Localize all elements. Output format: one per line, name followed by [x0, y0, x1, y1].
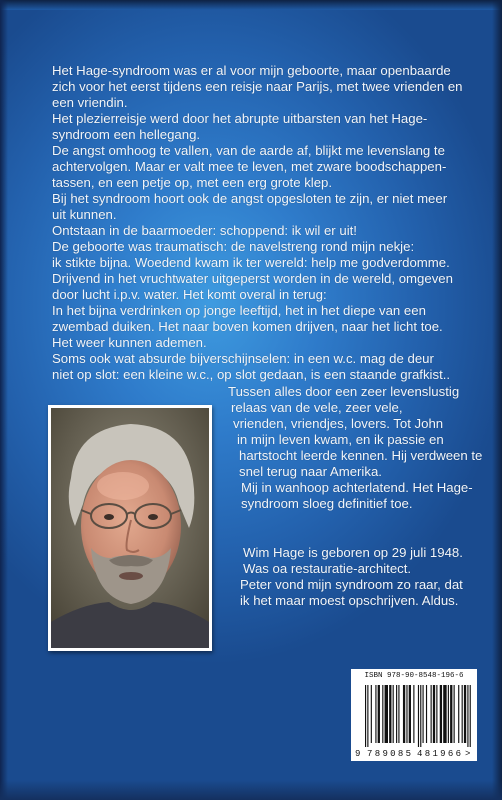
cover-edge-top — [0, 0, 502, 10]
barcode-bar — [367, 685, 368, 747]
barcode-bar — [420, 685, 421, 747]
blurb-line: Drijvend in het vruchtwater uitgeperst worden in de wereld, omgeven — [52, 271, 453, 286]
blurb-line: relaas van de vele, zeer vele, — [231, 400, 403, 415]
barcode-digits-right: 481966 — [417, 749, 461, 759]
barcode-bar — [431, 685, 432, 743]
isbn-barcode — [351, 669, 477, 761]
barcode-bar — [393, 685, 394, 743]
blurb-line: hartstocht leerde kennen. Hij verdween te — [239, 448, 483, 463]
blurb-line: Mij in wanhoop achterlatend. Het Hage- — [241, 480, 473, 495]
blurb-line: vrienden, vriendjes, lovers. Tot John — [233, 416, 444, 431]
barcode-bar — [467, 685, 468, 747]
blurb-line: zich voor het eerst tijdens een reisje naar Parijs, met twee vrienden en — [52, 79, 463, 94]
barcode-bar — [396, 685, 397, 743]
barcode-bar — [413, 685, 414, 743]
barcode-bar — [423, 685, 424, 743]
barcode-bar — [398, 685, 399, 743]
blurb-line: ik stikte bijna. Woedend kwam ik ter wereld: help me godverdomme. — [52, 255, 450, 270]
barcode-bar — [462, 685, 463, 743]
blurb-line: Soms ook wat absurde bijverschijnselen: in een w.c. mag de deur — [52, 351, 434, 366]
barcode-bar — [440, 685, 442, 743]
barcode-bar — [436, 685, 437, 743]
author-bio-line: Peter vond mijn syndroom zo raar, dat — [240, 577, 463, 592]
barcode-bar — [382, 685, 383, 743]
cover-edge-left — [0, 0, 8, 800]
barcode-bar — [375, 685, 376, 743]
blurb-continuation — [228, 384, 488, 512]
blurb-line: door lucht i.p.v. water. Het komt overal in terug: — [52, 287, 327, 302]
barcode-bar — [365, 685, 366, 747]
barcode-bar — [464, 685, 466, 743]
blurb-line: snel terug naar Amerika. — [239, 464, 382, 479]
barcode-bar — [443, 685, 446, 743]
blurb-text — [52, 63, 477, 383]
blurb-line: De angst omhoog te vallen, van de aarde af, blijkt me levenslang te — [52, 143, 445, 158]
blurb-line: in mijn leven kwam, en ik passie en — [237, 432, 444, 447]
author-bio — [240, 545, 490, 609]
blurb-line: De geboorte was traumatisch: de navelstreng rond mijn nekje: — [52, 239, 415, 254]
barcode-quiet-mark: > — [465, 749, 471, 759]
author-bio-line: Wim Hage is geboren op 29 juli 1948. — [243, 545, 463, 560]
blurb-line: achtervolgen. Maar er valt mee te leven, met zware boodschappen- — [52, 159, 447, 174]
blurb-line: syndroom sloeg definitief toe. — [241, 496, 413, 511]
blurb-line: Bij het syndroom hoort ook de angst opgesloten te zijn, er niet meer — [52, 191, 448, 206]
author-photo — [48, 405, 212, 651]
barcode-bar — [454, 685, 455, 743]
blurb-line: Het plezierreisje werd door het abrupte uitbarsten van het Hage- — [52, 111, 428, 126]
blurb-line: een vriendin. — [52, 95, 128, 110]
barcode-bar — [448, 685, 449, 743]
author-bio-line: Was oa restauratie-architect. — [243, 561, 412, 576]
barcode-bar — [426, 685, 427, 743]
barcode-bar — [378, 685, 380, 743]
blurb-line: tassen, en een petje op, met een erg grote klep. — [52, 175, 333, 190]
barcode-bar — [389, 685, 391, 743]
barcode-bar — [406, 685, 407, 743]
cover-edge-right — [492, 0, 502, 800]
blurb-line: niet op slot: een kleine w.c., op slot gedaan, is een staande grafkist.. — [52, 367, 451, 382]
barcode-bar — [470, 685, 471, 747]
blurb-line: Het weer kunnen ademen. — [52, 335, 207, 350]
barcode-bar — [403, 685, 405, 743]
barcode-bar — [409, 685, 411, 743]
blurb-line: uit kunnen. — [52, 207, 117, 222]
blurb-line: Ontstaan in de baarmoeder: schoppend: ik wil er uit! — [52, 223, 357, 238]
barcode-bar — [371, 685, 372, 743]
blurb-line: syndroom een hellegang. — [52, 127, 201, 142]
barcode-bar — [385, 685, 388, 743]
author-portrait-image — [51, 408, 209, 648]
isbn-label: ISBN 978-90-8548-196-6 — [364, 672, 464, 680]
blurb-line: zwembad duiken. Het naar boven komen drijven, naar het licht toe. — [52, 319, 443, 334]
barcode-bar — [458, 685, 459, 743]
blurb-line: In het bijna verdrinken op jonge leeftijd, het in het diepe van een — [52, 303, 426, 318]
blurb-line: Het Hage-syndroom was er al voor mijn geboorte, maar openbaarde — [52, 63, 451, 78]
barcode-bars — [353, 683, 475, 759]
barcode-bar — [450, 685, 452, 743]
barcode-bar — [418, 685, 419, 747]
author-bio-line: ik het maar moest opschrijven. Aldus. — [240, 593, 459, 608]
blurb-line: Tussen alles door een zeer levenslustig — [228, 384, 460, 399]
barcode-bar — [433, 685, 435, 743]
barcode-digits-left: 789085 — [367, 749, 411, 759]
barcode-digit-first: 9 — [355, 749, 361, 759]
cover-edge-bottom — [0, 780, 502, 800]
